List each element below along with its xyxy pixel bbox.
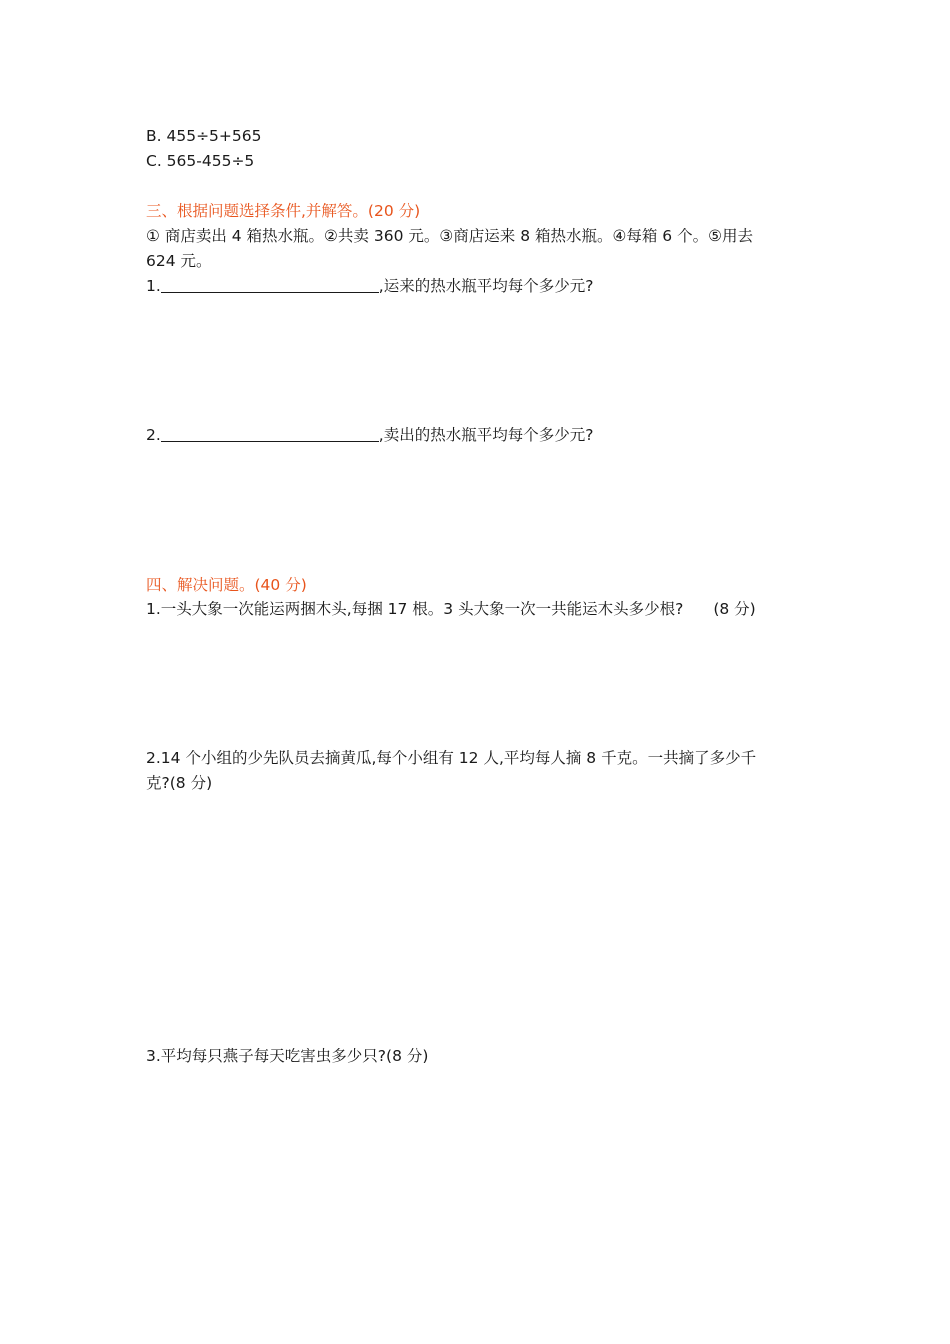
section3-conditions-line2: 624 元。 xyxy=(146,252,212,270)
question-text: ,卖出的热水瓶平均每个多少元? xyxy=(378,426,594,444)
section4-title: 四、解决问题。(40 分) xyxy=(146,576,307,594)
question-text: 1.一头大象一次能运两捆木头,每捆 17 根。3 头大象一次一共能运木头多少根? xyxy=(146,600,684,618)
option-b: B. 455÷5+565 xyxy=(146,127,262,145)
section3-question-1 xyxy=(146,275,593,297)
section4-question-1 xyxy=(146,598,756,620)
section4-question-3: 3.平均每只燕子每天吃害虫多少只?(8 分) xyxy=(146,1047,429,1065)
question-number: 2. xyxy=(146,426,161,444)
section3-title: 三、根据问题选择条件,并解答。(20 分) xyxy=(146,202,421,220)
answer-blank-2[interactable] xyxy=(161,425,379,442)
section3-question-2 xyxy=(146,424,593,446)
question-number: 1. xyxy=(146,277,161,295)
option-c: C. 565-455÷5 xyxy=(146,152,255,170)
question-score: (8 分) xyxy=(713,600,756,618)
question-text: ,运来的热水瓶平均每个多少元? xyxy=(378,277,594,295)
section4-question-2-line1: 2.14 个小组的少先队员去摘黄瓜,每个小组有 12 人,平均每人摘 8 千克。一共摘了多少千 xyxy=(146,749,757,767)
section4-question-2-line2: 克?(8 分) xyxy=(146,774,213,792)
answer-blank-1[interactable] xyxy=(161,276,379,293)
section3-conditions-line1: ① 商店卖出 4 箱热水瓶。②共卖 360 元。③商店运来 8 箱热水瓶。④每箱 6 个。⑤用去 xyxy=(146,227,753,245)
